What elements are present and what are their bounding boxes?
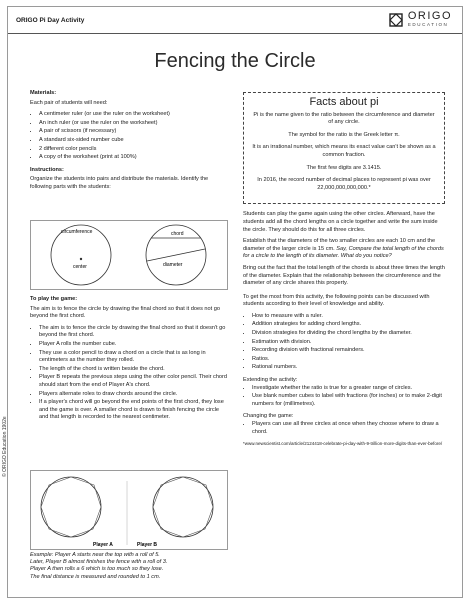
header-divider — [8, 33, 462, 34]
center-label: center — [73, 264, 87, 270]
left-column — [30, 90, 228, 196]
instructions-heading: Instructions: — [30, 166, 64, 173]
materials-intro: Each pair of students will need: — [30, 99, 108, 106]
list-item: • The length of the chord is written beside the chord. — [39, 366, 228, 374]
list-item: • Investigate whether the ratio is true for a greater range of circles. — [252, 385, 445, 393]
right-paragraph-3: Bring out the fact that the total length of the chords is about three times the length of the diameter. Explain that the relationship between the circumference and the diameter of any circle shares this property. — [243, 264, 445, 287]
player-a-label: Player A — [93, 542, 113, 548]
materials-heading: Materials: — [30, 90, 57, 96]
fact-item: Pi is the name given to the ratio between the circumference and diameter of any circle. — [253, 111, 435, 126]
activity-label: ORIGO Pi Day Activity — [16, 17, 85, 24]
list-item: • How to measure with a ruler. — [252, 313, 445, 321]
extend-heading: Extending the activity: — [243, 377, 298, 384]
right-column — [243, 92, 445, 447]
origo-logo — [388, 11, 452, 28]
example-line: Later, Player B almost finishes the fence with a roll of 3. — [30, 559, 168, 566]
example-game-diagram — [30, 470, 228, 550]
play-intro: The aim is to fence the circle by drawing the final chord so that it does not go beyond the first chord. — [30, 305, 220, 320]
materials-list — [30, 111, 228, 162]
list-item: • A centimeter ruler (or use the ruler on the worksheet) — [39, 111, 228, 119]
play-heading: To play the game: — [30, 296, 78, 302]
list-item: • They use a color pencil to draw a chord on a circle that is as long in centimeters as the number they rolled. — [39, 350, 228, 365]
logo-subtitle: EDUCATION — [407, 22, 449, 27]
list-item: • Addition strategies for adding chord lengths. — [252, 321, 445, 329]
list-item: • Player A rolls the number cube. — [39, 341, 228, 349]
list-item: • Division strategies for dividing the chord lengths by the diameter. — [252, 330, 445, 338]
circumference-label: circumference — [61, 229, 93, 235]
example-text — [30, 552, 228, 581]
discussion-points — [243, 313, 445, 372]
fact-item: The first few digits are 3.1415. — [306, 164, 382, 171]
diameter-fact: Establish that the diameters of the two smaller circles are each 10 cm and the diameter of the larger circle is 15 cm. — [243, 238, 436, 252]
origo-logo-icon — [388, 12, 404, 28]
change-heading: Changing the game: — [243, 413, 294, 420]
extend-list — [243, 385, 445, 409]
page-title: Fencing the Circle — [154, 50, 316, 72]
facts-box — [243, 92, 445, 204]
list-item: • 2 different color pencils — [39, 146, 228, 154]
list-item: • A standard six-sided number cube — [39, 137, 228, 145]
copyright-code: © ORIGO Education 1902e — [2, 416, 8, 477]
instructions-text: Organize the students into pairs and distribute the materials. Identify the following parts with the students: — [30, 176, 209, 190]
list-item: • Players can use all three circles at once when they choose where to draw a chord. — [252, 421, 445, 436]
example-line: The final distance is measured and rounded to 1 cm. — [30, 573, 161, 580]
facts-title: Facts about pi — [309, 96, 379, 108]
list-item: • Estimation with division. — [252, 339, 445, 347]
page-header — [8, 7, 462, 35]
compare-prompt: Say, Compare the total length of the chords for a circle to the length of its diameter. What do you notice? — [243, 245, 444, 260]
right-paragraph-2 — [243, 238, 445, 261]
list-item: • An inch ruler (or use the ruler on the worksheet) — [39, 120, 228, 128]
footnote: *www.newscientist.com/article/2124418-celebrate-pi-day-with-9-trillion-more-digits-than-ever-before/ — [243, 441, 443, 447]
list-item: • Ratios. — [252, 356, 445, 364]
list-item: • Use blank number cubes to label with fractions (for inches) or to make 2-digit numbers for (millimetres). — [252, 393, 445, 408]
list-item: • A pair of scissors (if necessary) — [39, 128, 228, 136]
example-line: Player A then rolls a 6 which is too much so they lose. — [30, 566, 164, 573]
change-list — [243, 421, 445, 436]
example-line: Example: Player A starts near the top with a roll of 5. — [30, 552, 160, 558]
list-item: • A copy of the worksheet (print at 100%) — [39, 154, 228, 162]
play-section — [30, 296, 228, 427]
fact-item: In 2016, the record number of decimal places to represent pi was over 22,000,000,000,000.* — [257, 177, 431, 191]
list-item: • Players alternate roles to draw chords around the circle. — [39, 391, 228, 399]
play-list — [30, 325, 228, 422]
logo-name: ORIGO — [407, 10, 452, 22]
right-paragraph-4: To get the most from this activity, the following points can be discussed with students according to their level of knowledge and ability. — [243, 293, 430, 308]
fact-item: It is an irrational number, which means its exact value can't be shown as a common fraction. — [252, 144, 436, 158]
player-b-label: Player B — [137, 542, 158, 548]
right-paragraph-1: Students can play the game again using the other circles. Afterward, have the students add all the chord lengths on a circle together and write the sum inside the circle. They should do this for all three circles. — [243, 211, 438, 233]
list-item: • If a player's chord will go beyond the end points of the first chord, they lose and the game is over. A smaller chord is drawn to finish fencing the circle and that length is recorded to the nearest centimeter. — [39, 399, 228, 422]
fact-item: The symbol for the ratio is the Greek letter π. — [288, 131, 400, 138]
chord-label: chord — [171, 231, 184, 237]
list-item: • The aim is to fence the circle by drawing the final chord so that it doesn't go beyond the first chord. — [39, 325, 228, 340]
list-item: • Player B repeats the previous steps using the other color pencil. Their chord should start from the end of Player A's chord. — [39, 374, 228, 389]
diameter-label: diameter — [163, 262, 183, 268]
list-item: • Rational numbers. — [252, 364, 445, 372]
circle-parts-diagram — [30, 220, 228, 290]
list-item: • Recording division with fractional remainders. — [252, 347, 445, 355]
